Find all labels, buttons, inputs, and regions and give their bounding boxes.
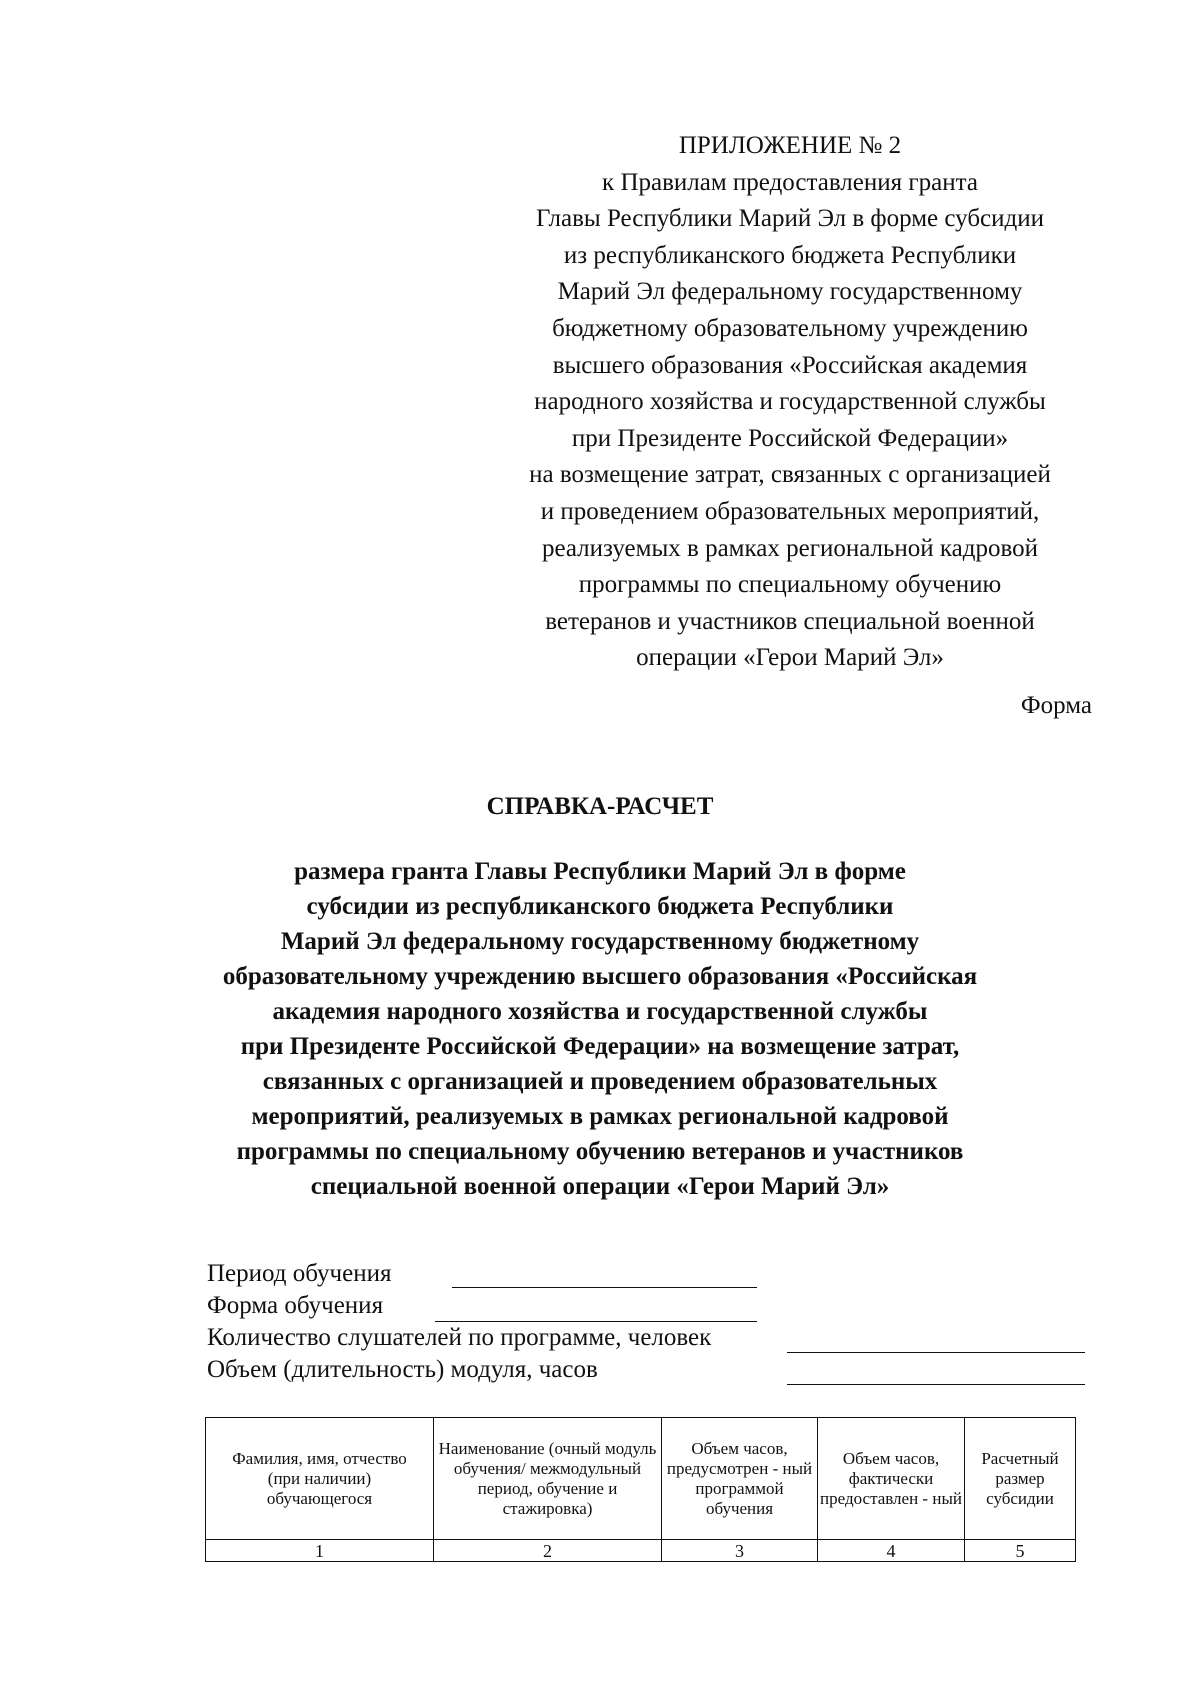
appendix-line: и проведением образовательных мероприятий, (540, 497, 1040, 525)
appendix-line: Главы Республики Марий Эл в форме субсидии (535, 205, 1045, 233)
subtitle-line: размера гранта Главы Республики Марий Эл в форме (294, 858, 906, 885)
field-count (207, 1322, 1087, 1354)
field-volume-blank[interactable] (787, 1384, 1085, 1385)
field-period-label: Период обучения (207, 1260, 392, 1287)
table-header-row (206, 1418, 1076, 1540)
table-row (206, 1540, 1076, 1562)
appendix-line: бюджетному образовательному учреждению (552, 314, 1028, 342)
appendix-line: при Президенте Российской Федерации» (571, 424, 1009, 452)
appendix-header (488, 128, 1092, 677)
subtitle-line: программы по специальному обучению ветеранов и участников (236, 1138, 964, 1165)
document-title: СПРАВКА-РАСЧЕТ (486, 793, 714, 820)
table-header-cell: Расчетный размер субсидии (965, 1418, 1076, 1540)
document-subtitle (60, 854, 1140, 1204)
subtitle-line: связанных с организацией и проведением образовательных (262, 1068, 938, 1095)
appendix-line: к Правилам предоставления гранта (602, 168, 978, 196)
subtitle-line: академия народного хозяйства и государственной службы (272, 998, 928, 1025)
field-count-label: Количество слушателей по программе, человек (207, 1324, 712, 1351)
form-label: Форма (1020, 692, 1092, 719)
field-form-label: Форма обучения (207, 1292, 384, 1319)
field-period-blank[interactable] (452, 1287, 757, 1288)
subtitle-line: субсидии из республиканского бюджета Республики (306, 893, 894, 920)
table-header-cell: Объем часов, фактически предоставлен - ный (818, 1418, 965, 1540)
appendix-line: реализуемых в рамках региональной кадровой (541, 534, 1039, 562)
subtitle-line: мероприятий, реализуемых в рамках региональной кадровой (251, 1103, 949, 1130)
appendix-line: из республиканского бюджета Республики (563, 241, 1017, 269)
subtitle-line: образовательному учреждению высшего образования «Российская (222, 963, 978, 990)
appendix-line: ветеранов и участников специальной военной (545, 607, 1035, 635)
table-column-number: 5 (965, 1540, 1076, 1562)
field-count-blank[interactable] (787, 1352, 1085, 1353)
appendix-line: операции «Герои Марий Эл» (636, 644, 944, 672)
table-column-number: 3 (662, 1540, 818, 1562)
table-header-cell: Наименование (очный модуль обучения/ межмодульный период, обучение и стажировка) (434, 1418, 662, 1540)
table-column-number: 4 (818, 1540, 965, 1562)
form-fields (207, 1258, 1087, 1386)
appendix-line: Марий Эл федеральному государственному (557, 278, 1023, 306)
subtitle-line: Марий Эл федеральному государственному бюджетному (280, 928, 920, 955)
table-column-number: 1 (206, 1540, 434, 1562)
table-header-cell: Объем часов, предусмотрен - ный программой обучения (662, 1418, 818, 1540)
table-header-cell: Фамилия, имя, отчество (при наличии) обучающегося (206, 1418, 434, 1540)
field-volume (207, 1354, 1087, 1386)
subtitle-line: при Президенте Российской Федерации» на возмещение затрат, (240, 1033, 960, 1060)
table-column-number: 2 (434, 1540, 662, 1562)
appendix-title: ПРИЛОЖЕНИЕ № 2 (678, 132, 902, 159)
calculation-table (205, 1417, 1076, 1562)
field-form (207, 1290, 1087, 1322)
appendix-line: на возмещение затрат, связанных с организацией (529, 461, 1051, 489)
appendix-line: народного хозяйства и государственной службы (534, 388, 1046, 416)
appendix-line: высшего образования «Российская академия (552, 351, 1028, 379)
appendix-line: программы по специальному обучению (578, 571, 1002, 599)
subtitle-line: специальной военной операции «Герои Марий Эл» (310, 1173, 890, 1200)
field-volume-label: Объем (длительность) модуля, часов (207, 1356, 598, 1383)
field-period (207, 1258, 1087, 1290)
